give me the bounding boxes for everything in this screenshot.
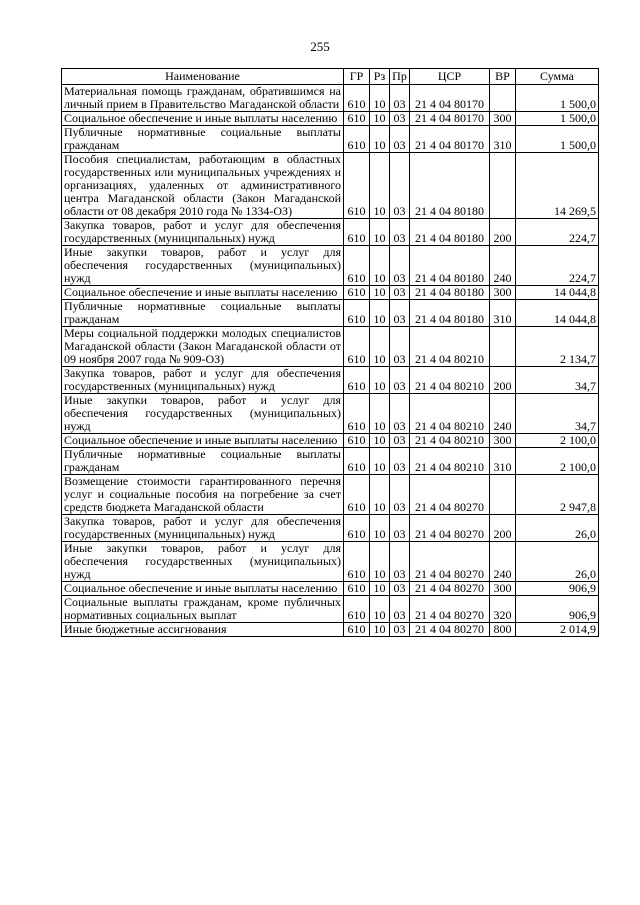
cell-sum: 2 947,8 [516, 475, 599, 515]
table-row [62, 126, 599, 153]
cell-sum: 2 134,7 [516, 327, 599, 367]
cell-csr: 21 4 04 80210 [410, 327, 490, 367]
cell-sum: 34,7 [516, 367, 599, 394]
table-row [62, 85, 599, 112]
cell-pr: 03 [390, 219, 410, 246]
cell-rz: 10 [370, 112, 390, 126]
cell-rz: 10 [370, 126, 390, 153]
table-row [62, 327, 599, 367]
column-header-sum: Сумма [516, 69, 599, 85]
cell-pr: 03 [390, 327, 410, 367]
cell-pr: 03 [390, 112, 410, 126]
column-header-rz: Рз [370, 69, 390, 85]
cell-vr [490, 85, 516, 112]
cell-sum: 1 500,0 [516, 85, 599, 112]
cell-sum: 26,0 [516, 542, 599, 582]
cell-vr: 200 [490, 219, 516, 246]
cell-gr: 610 [344, 596, 370, 623]
cell-vr: 300 [490, 582, 516, 596]
cell-name: Социальное обеспечение и иные выплаты населению [62, 434, 344, 448]
table-row [62, 112, 599, 126]
cell-vr: 240 [490, 246, 516, 286]
cell-pr: 03 [390, 515, 410, 542]
cell-vr: 320 [490, 596, 516, 623]
cell-csr: 21 4 04 80180 [410, 219, 490, 246]
cell-csr: 21 4 04 80180 [410, 153, 490, 219]
cell-name: Социальное обеспечение и иные выплаты населению [62, 112, 344, 126]
cell-vr: 300 [490, 286, 516, 300]
cell-gr: 610 [344, 219, 370, 246]
cell-pr: 03 [390, 582, 410, 596]
cell-csr: 21 4 04 80170 [410, 126, 490, 153]
table-row [62, 219, 599, 246]
cell-vr: 240 [490, 542, 516, 582]
cell-vr: 800 [490, 623, 516, 637]
cell-vr: 200 [490, 515, 516, 542]
cell-rz: 10 [370, 367, 390, 394]
cell-name: Иные бюджетные ассигнования [62, 623, 344, 637]
cell-csr: 21 4 04 80170 [410, 85, 490, 112]
cell-pr: 03 [390, 623, 410, 637]
cell-gr: 610 [344, 515, 370, 542]
cell-rz: 10 [370, 300, 390, 327]
cell-sum: 906,9 [516, 596, 599, 623]
table-body [62, 85, 599, 637]
cell-csr: 21 4 04 80270 [410, 596, 490, 623]
cell-rz: 10 [370, 542, 390, 582]
cell-rz: 10 [370, 623, 390, 637]
cell-sum: 26,0 [516, 515, 599, 542]
cell-vr: 310 [490, 448, 516, 475]
cell-csr: 21 4 04 80270 [410, 582, 490, 596]
cell-name: Социальное обеспечение и иные выплаты населению [62, 286, 344, 300]
cell-gr: 610 [344, 394, 370, 434]
cell-gr: 610 [344, 112, 370, 126]
budget-table [61, 68, 599, 637]
table-row [62, 367, 599, 394]
cell-rz: 10 [370, 448, 390, 475]
cell-vr [490, 153, 516, 219]
table-row [62, 448, 599, 475]
cell-gr: 610 [344, 286, 370, 300]
table-row [62, 300, 599, 327]
cell-pr: 03 [390, 448, 410, 475]
cell-csr: 21 4 04 80270 [410, 515, 490, 542]
cell-pr: 03 [390, 300, 410, 327]
table-row [62, 153, 599, 219]
cell-name: Публичные нормативные социальные выплаты гражданам [62, 126, 344, 153]
cell-gr: 610 [344, 623, 370, 637]
table-row [62, 515, 599, 542]
cell-pr: 03 [390, 153, 410, 219]
cell-sum: 224,7 [516, 246, 599, 286]
cell-name: Социальное обеспечение и иные выплаты населению [62, 582, 344, 596]
table-row [62, 623, 599, 637]
cell-rz: 10 [370, 85, 390, 112]
cell-sum: 14 044,8 [516, 300, 599, 327]
cell-csr: 21 4 04 80270 [410, 623, 490, 637]
cell-gr: 610 [344, 126, 370, 153]
table-row [62, 475, 599, 515]
cell-gr: 610 [344, 475, 370, 515]
cell-vr: 300 [490, 434, 516, 448]
cell-gr: 610 [344, 85, 370, 112]
table-row [62, 434, 599, 448]
cell-vr: 240 [490, 394, 516, 434]
cell-pr: 03 [390, 596, 410, 623]
cell-rz: 10 [370, 434, 390, 448]
cell-sum: 2 014,9 [516, 623, 599, 637]
cell-gr: 610 [344, 434, 370, 448]
cell-name: Пособия специалистам, работающим в областных государственных или муниципальных учреждениях и организациях, удаленных от административного центра Магаданской области (Закон Магаданской области от 08 декабря 2010 года № 1334-ОЗ) [62, 153, 344, 219]
column-header-vr: ВР [490, 69, 516, 85]
cell-csr: 21 4 04 80170 [410, 112, 490, 126]
cell-rz: 10 [370, 394, 390, 434]
table-row [62, 596, 599, 623]
cell-name: Публичные нормативные социальные выплаты гражданам [62, 300, 344, 327]
cell-pr: 03 [390, 434, 410, 448]
cell-sum: 14 044,8 [516, 286, 599, 300]
cell-pr: 03 [390, 126, 410, 153]
cell-vr: 310 [490, 126, 516, 153]
cell-pr: 03 [390, 246, 410, 286]
cell-name: Социальные выплаты гражданам, кроме публичных нормативных социальных выплат [62, 596, 344, 623]
cell-csr: 21 4 04 80210 [410, 394, 490, 434]
column-header-csr: ЦСР [410, 69, 490, 85]
table-row [62, 246, 599, 286]
cell-csr: 21 4 04 80180 [410, 300, 490, 327]
cell-sum: 14 269,5 [516, 153, 599, 219]
cell-csr: 21 4 04 80210 [410, 434, 490, 448]
cell-gr: 610 [344, 300, 370, 327]
cell-pr: 03 [390, 367, 410, 394]
cell-rz: 10 [370, 475, 390, 515]
table-row [62, 286, 599, 300]
cell-vr [490, 327, 516, 367]
cell-rz: 10 [370, 246, 390, 286]
cell-pr: 03 [390, 542, 410, 582]
cell-sum: 906,9 [516, 582, 599, 596]
cell-vr [490, 475, 516, 515]
cell-name: Закупка товаров, работ и услуг для обеспечения государственных (муниципальных) нужд [62, 515, 344, 542]
table-row [62, 542, 599, 582]
cell-gr: 610 [344, 367, 370, 394]
cell-gr: 610 [344, 448, 370, 475]
cell-sum: 2 100,0 [516, 434, 599, 448]
cell-vr: 300 [490, 112, 516, 126]
column-header-pr: Пр [390, 69, 410, 85]
cell-name: Возмещение стоимости гарантированного перечня услуг и социальные пособия на погребение за счет средств бюджета Магаданской области [62, 475, 344, 515]
cell-rz: 10 [370, 582, 390, 596]
cell-gr: 610 [344, 153, 370, 219]
cell-name: Публичные нормативные социальные выплаты гражданам [62, 448, 344, 475]
cell-sum: 1 500,0 [516, 126, 599, 153]
cell-csr: 21 4 04 80210 [410, 448, 490, 475]
cell-gr: 610 [344, 246, 370, 286]
cell-name: Иные закупки товаров, работ и услуг для обеспечения государственных (муниципальных) нужд [62, 394, 344, 434]
cell-sum: 224,7 [516, 219, 599, 246]
cell-gr: 610 [344, 327, 370, 367]
cell-rz: 10 [370, 596, 390, 623]
cell-name: Материальная помощь гражданам, обратившимся на личный прием в Правительство Магаданской области [62, 85, 344, 112]
cell-csr: 21 4 04 80180 [410, 246, 490, 286]
cell-pr: 03 [390, 475, 410, 515]
cell-vr: 200 [490, 367, 516, 394]
table-row [62, 394, 599, 434]
cell-sum: 34,7 [516, 394, 599, 434]
cell-name: Закупка товаров, работ и услуг для обеспечения государственных (муниципальных) нужд [62, 219, 344, 246]
column-header-name: Наименование [62, 69, 344, 85]
cell-csr: 21 4 04 80210 [410, 367, 490, 394]
cell-csr: 21 4 04 80270 [410, 542, 490, 582]
cell-name: Закупка товаров, работ и услуг для обеспечения государственных (муниципальных) нужд [62, 367, 344, 394]
cell-rz: 10 [370, 515, 390, 542]
column-header-gr: ГР [344, 69, 370, 85]
cell-rz: 10 [370, 327, 390, 367]
cell-sum: 1 500,0 [516, 112, 599, 126]
cell-name: Меры социальной поддержки молодых специалистов Магаданской области (Закон Магаданской области от 09 ноября 2007 года № 909-ОЗ) [62, 327, 344, 367]
cell-vr: 310 [490, 300, 516, 327]
cell-gr: 610 [344, 582, 370, 596]
table-header-row [62, 69, 599, 85]
cell-rz: 10 [370, 153, 390, 219]
cell-csr: 21 4 04 80180 [410, 286, 490, 300]
cell-pr: 03 [390, 394, 410, 434]
cell-gr: 610 [344, 542, 370, 582]
cell-pr: 03 [390, 286, 410, 300]
page-number: 255 [310, 39, 330, 54]
cell-rz: 10 [370, 219, 390, 246]
cell-name: Иные закупки товаров, работ и услуг для обеспечения государственных (муниципальных) нужд [62, 542, 344, 582]
cell-pr: 03 [390, 85, 410, 112]
table-row [62, 582, 599, 596]
cell-name: Иные закупки товаров, работ и услуг для обеспечения государственных (муниципальных) нужд [62, 246, 344, 286]
cell-csr: 21 4 04 80270 [410, 475, 490, 515]
cell-rz: 10 [370, 286, 390, 300]
cell-sum: 2 100,0 [516, 448, 599, 475]
